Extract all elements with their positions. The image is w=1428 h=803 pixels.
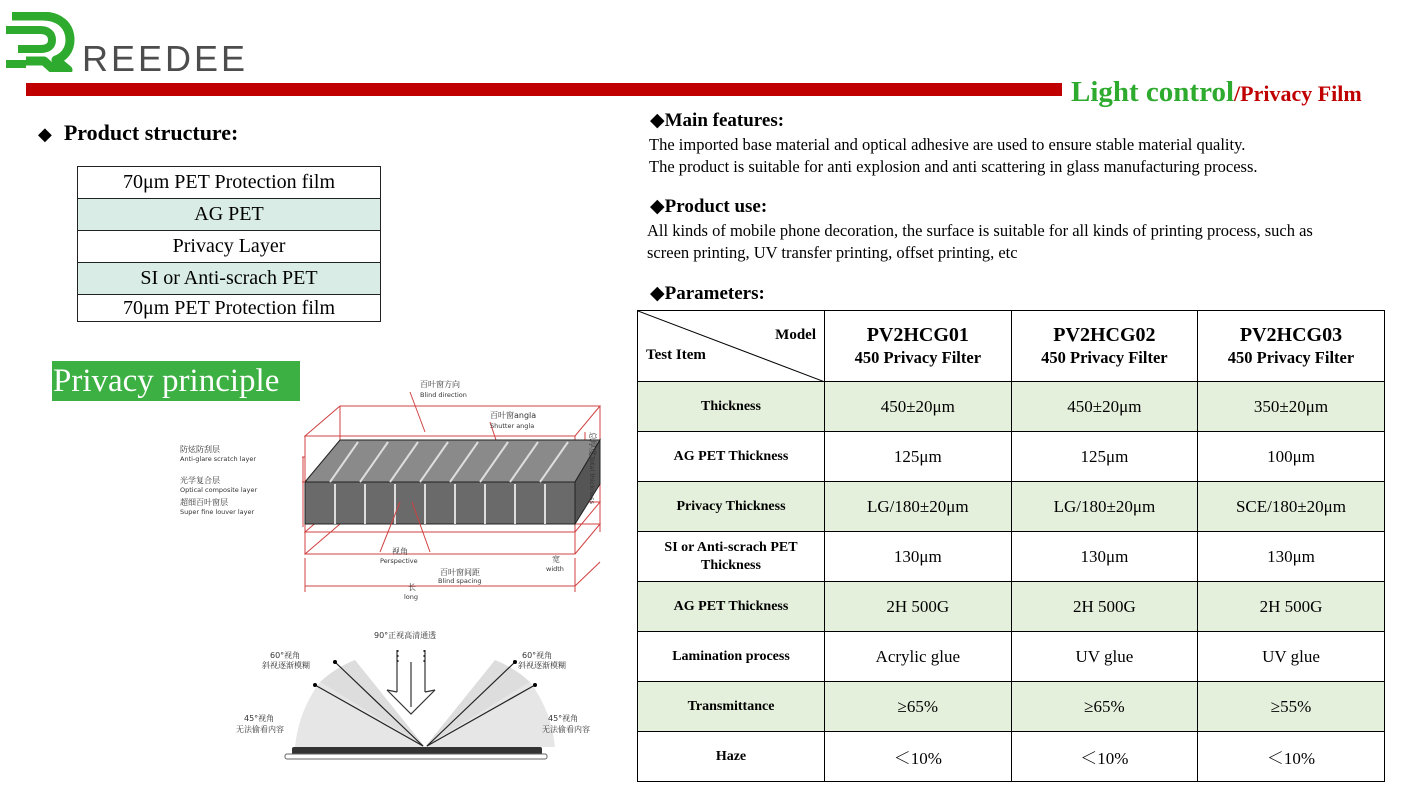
row-label: Transmittance	[638, 682, 825, 732]
model-code: PV2HCG01	[866, 324, 969, 346]
label-view-90: 90°正视高清通透	[374, 631, 437, 640]
label-shutter-angle-en: Shutter angla	[490, 422, 535, 430]
diamond-bullet-icon: ◆	[650, 110, 665, 131]
label-thickness-zh: 总厚度	[588, 432, 597, 456]
label-spacing-en: Blind spacing	[438, 577, 482, 585]
label-view-45-right-2: 无法偷看内容	[542, 725, 590, 734]
product-use-heading	[650, 195, 767, 218]
label-louver-zh: 超细百叶窗层	[180, 498, 228, 507]
label-spacing-zh: 百叶窗间距	[440, 568, 480, 577]
parameters-heading	[650, 282, 765, 305]
row-value: 130μm	[1011, 532, 1198, 582]
diamond-bullet-icon: ◆	[650, 196, 665, 217]
label-width-en: width	[546, 565, 564, 573]
row-value: UV glue	[1011, 632, 1198, 682]
label-long-en: long	[404, 593, 419, 601]
row-label: Haze	[638, 732, 825, 782]
label-view-60-right-2: 斜视逐渐模糊	[518, 661, 566, 670]
layer-ag-pet: AG PET	[78, 199, 381, 231]
header-red-bar	[26, 83, 1062, 96]
layer-stack-table	[77, 166, 381, 322]
row-value: ≥55%	[1198, 682, 1385, 732]
label-anti-glare-en: Anti-glare scratch layer	[180, 455, 257, 463]
title-separator: /	[1234, 81, 1241, 106]
label-view-45-left-1: 45°视角	[244, 714, 275, 723]
row-value: 2H 500G	[825, 582, 1012, 632]
label-shutter-angle-zh: 百叶窗angla	[490, 411, 537, 420]
row-value: UV glue	[1198, 632, 1385, 682]
row-value: 450±20μm	[825, 382, 1012, 432]
feature-line: The product is suitable for anti explosion and anti scattering in glass manufacturing process.	[649, 156, 1258, 176]
product-use-heading-text: Product use:	[664, 196, 768, 217]
diamond-bullet-icon: ◆	[650, 283, 665, 304]
diamond-bullet-icon: ◆	[38, 124, 52, 144]
row-value: 130μm	[825, 532, 1012, 582]
table-row	[638, 482, 1385, 532]
main-features-heading	[650, 109, 784, 132]
label-optical-composite-zh: 光学复合层	[180, 476, 220, 485]
row-value: LG/180±20μm	[825, 482, 1012, 532]
title-privacy-film: Privacy Film	[1240, 81, 1362, 106]
row-value: 125μm	[1011, 432, 1198, 482]
row-value: 130μm	[1198, 532, 1385, 582]
row-value: 100μm	[1198, 432, 1385, 482]
label-width-zh: 宽	[552, 555, 560, 564]
feature-line: The imported base material and optical adhesive are used to ensure stable material quality.	[649, 135, 1246, 154]
row-label: AG PET Thickness	[638, 432, 825, 482]
product-structure-heading	[38, 120, 238, 146]
product-use-text	[647, 220, 1313, 263]
brand-logo	[4, 12, 254, 79]
row-label: Privacy Thickness	[638, 482, 825, 532]
label-anti-glare-zh: 防炫防刮层	[180, 445, 220, 454]
row-label	[638, 532, 825, 582]
row-label: Lamination process	[638, 632, 825, 682]
label-view-45-left-2: 无法偷看内容	[236, 725, 284, 734]
title-light-control: Light control	[1071, 76, 1234, 108]
table-row	[638, 582, 1385, 632]
page-title	[1071, 76, 1362, 109]
table-corner-cell	[638, 311, 825, 382]
model-code: PV2HCG02	[1053, 324, 1156, 346]
row-label-line: SI or Anti-scrach PET	[664, 539, 798, 555]
row-value: SCE/180±20μm	[1198, 482, 1385, 532]
label-view-60-left-1: 60°视角	[270, 651, 301, 660]
use-line: screen printing, UV transfer printing, offset printing, etc	[647, 242, 1018, 262]
row-value: Acrylic glue	[825, 632, 1012, 682]
row-value: 450±20μm	[1011, 382, 1198, 432]
row-value: ≥65%	[825, 682, 1012, 732]
row-label-line: Thickness	[701, 557, 761, 573]
parameters-heading-text: Parameters:	[664, 283, 765, 304]
privacy-principle-diagram	[180, 372, 610, 772]
row-value: 125μm	[825, 432, 1012, 482]
table-row	[638, 532, 1385, 582]
table-row	[638, 382, 1385, 432]
model-name: 450 Privacy Filter	[1227, 348, 1355, 367]
model-header-2	[1011, 311, 1198, 382]
row-label: AG PET Thickness	[638, 582, 825, 632]
label-thickness-en: Total thickness	[588, 456, 596, 504]
main-features-heading-text: Main features:	[664, 110, 785, 131]
use-line: All kinds of mobile phone decoration, the surface is suitable for all kinds of printing process, such as	[647, 221, 1313, 240]
privacy-principle-label: Privacy principle	[52, 361, 300, 401]
main-features-text	[649, 134, 1258, 177]
row-value: ＜10%	[825, 732, 1012, 782]
label-view-45-right-1: 45°视角	[548, 714, 579, 723]
row-value: ＜10%	[1011, 732, 1198, 782]
label-blind-direction-en: Blind direction	[420, 391, 467, 399]
layer-si-pet: SI or Anti-scrach PET	[78, 263, 381, 295]
row-value: 2H 500G	[1198, 582, 1385, 632]
parameters-table	[637, 310, 1385, 782]
table-row	[638, 632, 1385, 682]
row-value: LG/180±20μm	[1011, 482, 1198, 532]
layer-privacy: Privacy Layer	[78, 231, 381, 263]
label-blind-direction-zh: 百叶窗方向	[420, 380, 460, 389]
label-perspective-zh: 视角	[392, 547, 408, 556]
row-label: Thickness	[638, 382, 825, 432]
layer-protection-film-bottom: 70μm PET Protection film	[78, 295, 381, 322]
table-row	[638, 432, 1385, 482]
model-name: 450 Privacy Filter	[1041, 348, 1168, 367]
label-louver-en: Super fine louver layer	[180, 508, 255, 516]
row-value: 350±20μm	[1198, 382, 1385, 432]
table-row	[638, 682, 1385, 732]
label-view-60-right-1: 60°视角	[522, 651, 553, 660]
product-structure-heading-text: Product structure:	[63, 120, 239, 145]
brand-name: REEDEE	[82, 38, 249, 79]
label-view-60-left-2: 斜视逐渐模糊	[262, 661, 310, 670]
model-header-3	[1198, 311, 1385, 382]
reedee-logo-icon	[4, 12, 76, 72]
label-perspective-en: Perspective	[380, 557, 418, 565]
model-name: 450 Privacy Filter	[854, 348, 982, 367]
row-value: 2H 500G	[1011, 582, 1198, 632]
label-optical-composite-en: Optical composite layer	[180, 486, 258, 494]
layer-protection-film-top: 70μm PET Protection film	[78, 167, 381, 199]
corner-model-label: Model	[775, 327, 816, 343]
row-value: ＜10%	[1198, 732, 1385, 782]
table-row	[638, 732, 1385, 782]
label-long-zh: 长	[408, 583, 416, 592]
row-value: ≥65%	[1011, 682, 1198, 732]
corner-test-item-label: Test Item	[646, 347, 706, 363]
model-code: PV2HCG03	[1239, 324, 1343, 346]
model-header-1	[825, 311, 1012, 382]
